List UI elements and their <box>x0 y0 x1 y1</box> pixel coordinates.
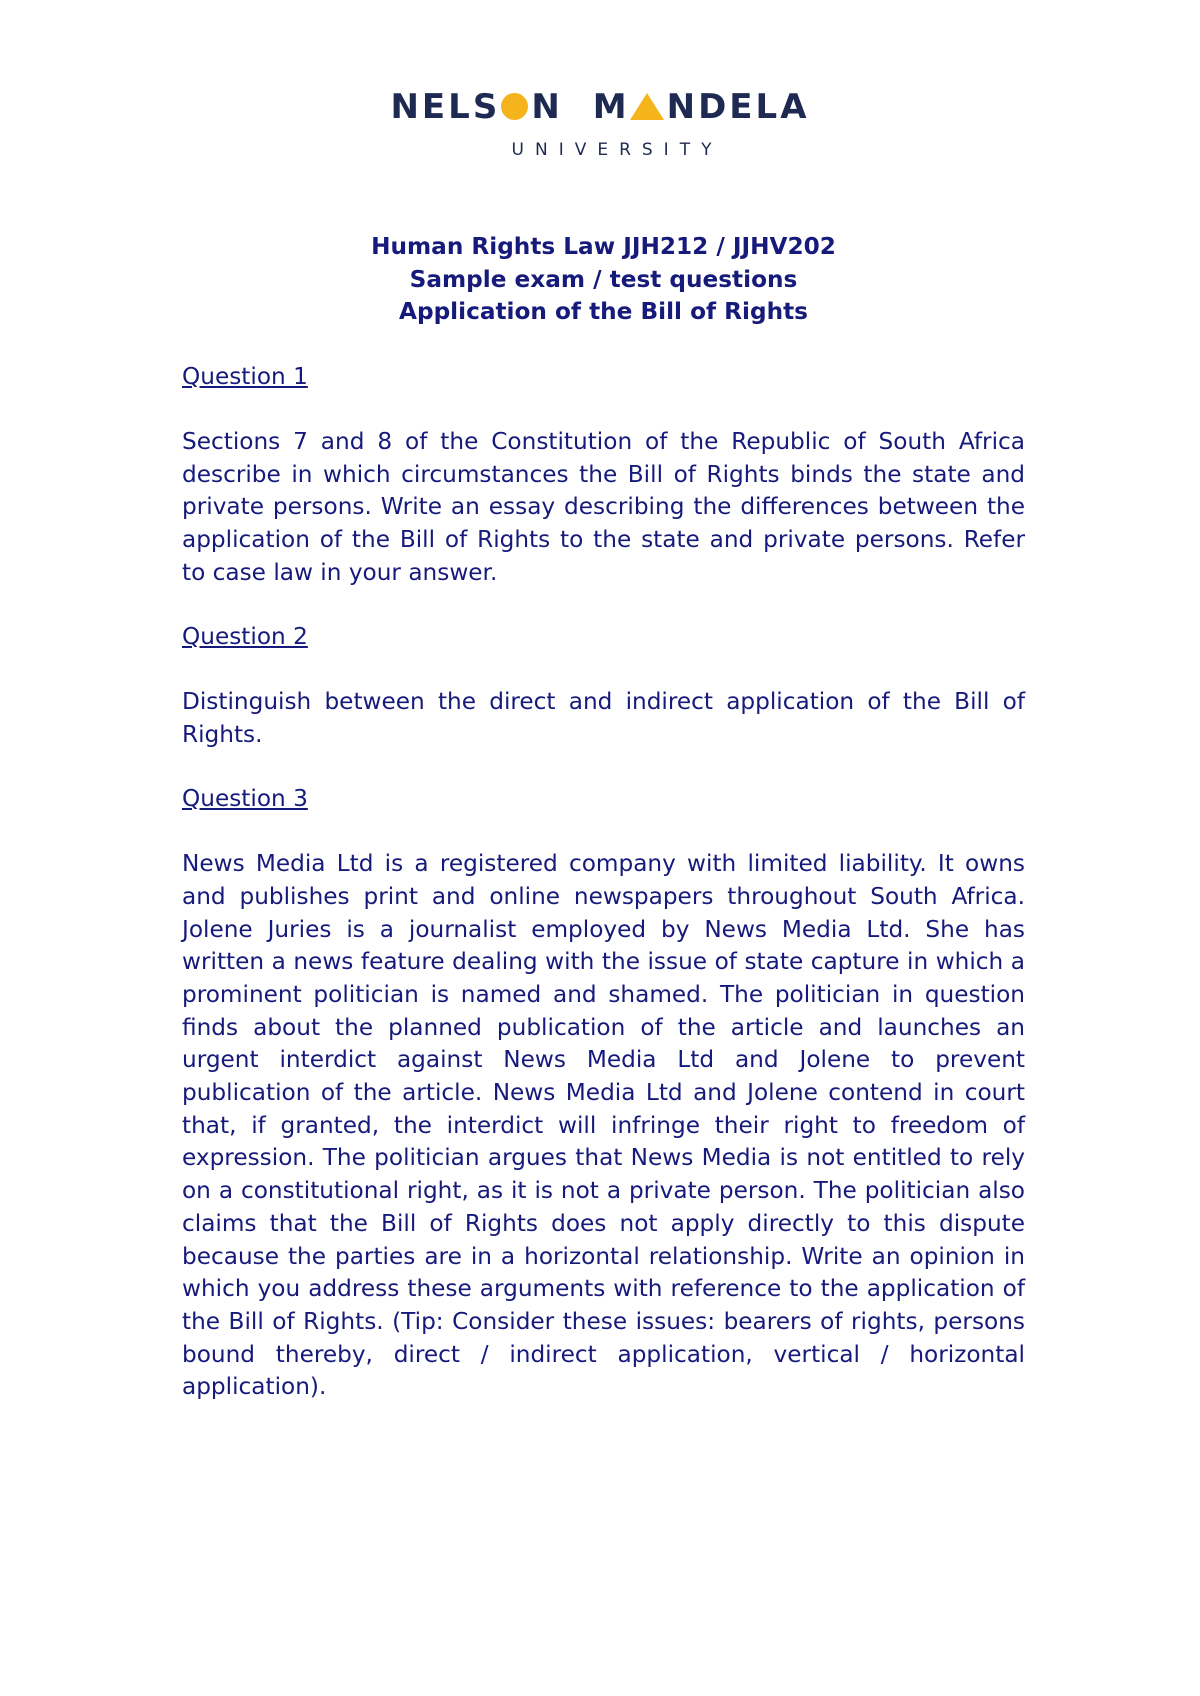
document-type: Sample exam / test questions <box>409 265 798 293</box>
logo-text-m: M <box>592 86 630 127</box>
question-1-heading: Question 1 <box>182 363 308 391</box>
question-3-text: News Media Ltd is a registered company with limited liability. It owns and publishes print and online newspapers throughout South Africa. Jolene Juries is a journalist employed by News Media Ltd. She has written a news feature dealing with the issue of state capture in which a prominent politician is named and shamed. The politician in question finds about the planned publication of the article and launches an urgent interdict against News Media Ltd and Jolene to prevent publication of the article. News Media Ltd and Jolene contend in court that, if granted, the interdict will infringe their right to freedom of expression. The politician argues that News Media is not entitled to rely on a constitutional right, as it is not a private person. The politician also claims that the Bill of Rights does not apply directly to this dispute because the parties are in a horizontal relationship. Write an opinion in which you address these arguments with reference to the application of the Bill of Rights. (Tip: Consider these issues: bearers of rights, persons bound thereby, direct / indirect application, vertical / horizontal application). <box>182 850 1025 1401</box>
logo-triangle-icon <box>630 93 664 120</box>
logo-subtitle: UNIVERSITY <box>511 139 723 160</box>
logo-sun-circle-icon <box>501 93 528 120</box>
question-2-heading: Question 2 <box>182 623 308 651</box>
university-logo <box>0 88 1200 160</box>
logo-text-ndela: NDELA <box>666 86 810 127</box>
logo-text-nels: NELS <box>390 86 501 127</box>
question-3-heading: Question 3 <box>182 785 308 813</box>
logo-wordmark <box>0 86 1200 127</box>
course-title: Human Rights Law JJH212 / JJHV202 <box>371 233 836 260</box>
question-2-text: Distinguish between the direct and indirect application of the Bill of Rights. <box>182 688 1025 748</box>
document-body <box>182 231 1025 1404</box>
document-topic: Application of the Bill of Rights <box>399 298 808 326</box>
question-1-text: Sections 7 and 8 of the Constitution of the Republic of South Africa describe in which circumstances the Bill of Rights binds the state and private persons. Write an essay describing the differences between the application of the Bill of Rights to the state and private persons. Refer to case law in your answer. <box>182 427 1025 586</box>
document-title <box>182 231 1025 329</box>
logo-text-n: N <box>531 86 563 127</box>
